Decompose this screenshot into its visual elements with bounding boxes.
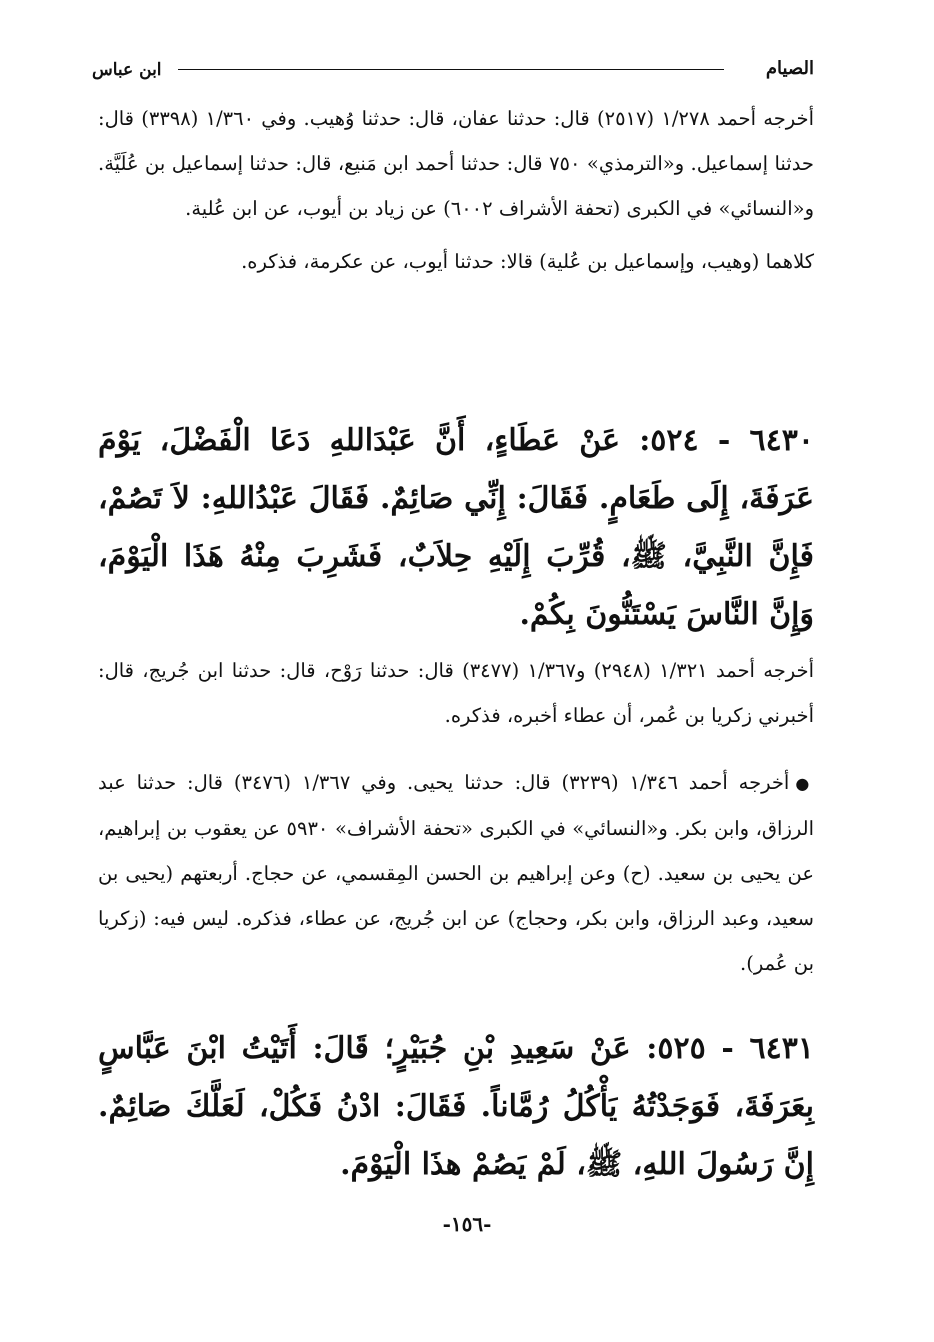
footnote-2 <box>98 648 814 738</box>
page-number: -١٥٦- <box>442 1212 492 1236</box>
footnote-1-text: أخرجه أحمد ١/٢٧٨ (٢٥١٧) قال: حدثنا عفان، قال: حدثنا وُهيب. وفي ١/٣٦٠ (٣٣٩٨) قال: حدثنا إسماعيل. و«الترمذي» ٧٥٠ قال: حدثنا أحمد ابن مَنيع، قال: حدثنا إسماعيل بن عُلَيَّة. و«النسائي» في الكبرى (تحفة الأشراف ٦٠٠٢) عن زياد بن أيوب، عن ابن عُلية. <box>98 107 814 220</box>
footnote-3-text: أخرجه أحمد ١/٣٤٦ (٣٢٣٩) قال: حدثنا يحيى. وفي ١/٣٦٧ (٣٤٧٦) قال: حدثنا عبد الرزاق، وابن بكر. و«النسائي» في الكبرى «تحفة الأشراف» ٥٩٣٠ عن يعقوب بن إبراهيم، عن يحيى بن سعيد. (ح) وعن إبراهيم بن الحسن المِقسمي، عن حجاج. أربعتهم (يحيى بن سعيد، وعبد الرزاق، وابن بكر، وحجاج) عن ابن جُريج، عن عطاء، فذكره. ليس فيه: (زكريا بن عُمر). <box>98 771 814 975</box>
header-subject: ابن عباس <box>92 60 162 80</box>
hadith-6431-text: ٦٤٣١ - ٥٢٥: عَنْ سَعِيدِ بْنِ جُبَيْرٍ؛ قَالَ: أَتَيْتُ ابْنَ عَبَّاسٍ بِعَرَفَةَ، فَوَجَدْتُهُ يَأْكُلُ رُمَّاناً. فَقَالَ: ادْنُ فَكُلْ، لَعَلَّكَ صَائِمٌ. إِنَّ رَسُولَ اللهِ، ﷺ، لَمْ يَصُمْ هذَا الْيَوْمَ. <box>98 1031 814 1182</box>
footnote-1 <box>98 96 814 284</box>
footnote-3-paragraph <box>98 760 814 986</box>
hadith-6430-text: ٦٤٣٠ - ٥٢٤: عَنْ عَطَاءٍ، أَنَّ عَبْدَاللهِ دَعَا الْفَضْلَ، يَوْمَ عَرَفَةَ، إِلَى طَعَامٍ. فَقَالَ: إِنِّي صَائِمٌ. فَقَالَ عَبْدُاللهِ: لاَ تَصُمْ، فَإِنَّ النَّبِيَّ، ﷺ، قُرِّبَ إِلَيْهِ حِلاَبٌ، فَشَرِبَ مِنْهُ هَذَا الْيَوْمَ، وَإِنَّ النَّاسَ يَسْتَنُّونَ بِكُمْ. <box>98 423 814 632</box>
bullet-marker: ● <box>795 774 814 793</box>
header-rule <box>178 69 724 70</box>
footnote-2-text: أخرجه أحمد ١/٣٢١ (٢٩٤٨) و١/٣٦٧ (٣٤٧٧) قال: حدثنا رَوْح، قال: حدثنا ابن جُريج، قال: أخبرني زكريا بن عُمر، أن عطاء أخبره، فذكره. <box>98 659 814 727</box>
header-section-title: الصيام <box>765 58 814 79</box>
footnote-3 <box>98 760 814 986</box>
hadith-6430 <box>98 412 814 644</box>
running-header <box>92 58 814 88</box>
hadith-6431 <box>98 1020 814 1194</box>
footnote-1-summary: كلاهما (وهيب، وإسماعيل بن عُلية) قالا: حدثنا أيوب، عن عكرمة، فذكره. <box>241 250 814 273</box>
